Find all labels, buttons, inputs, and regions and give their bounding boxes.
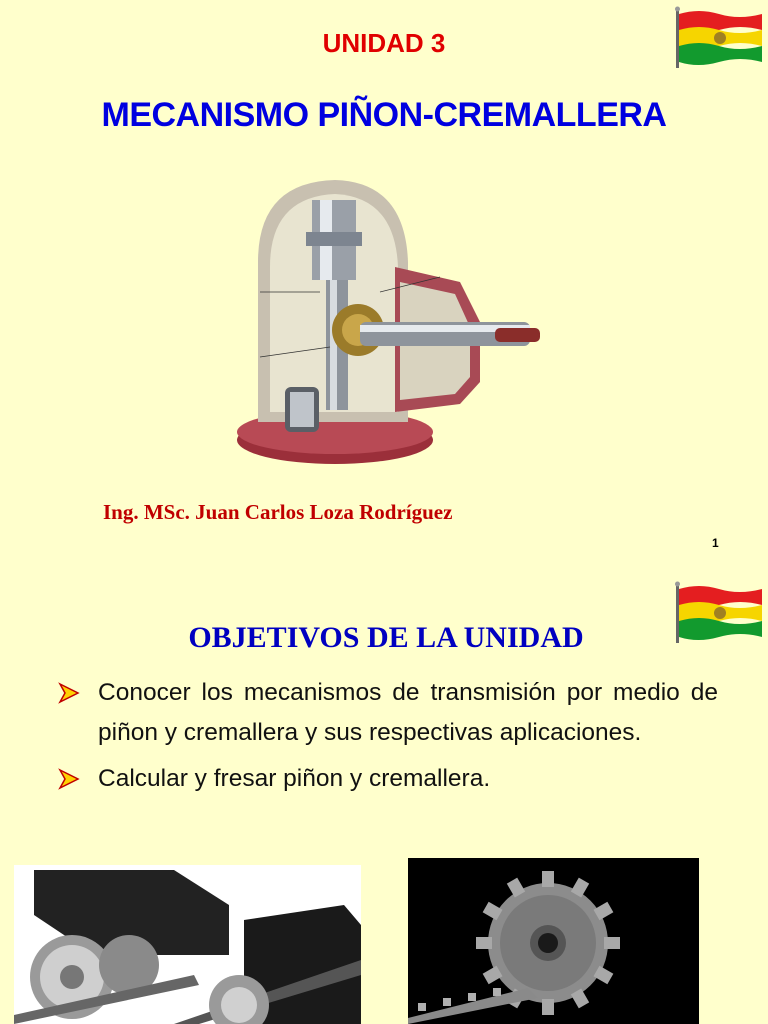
list-item xyxy=(58,759,718,799)
arrow-bullet-icon xyxy=(58,768,80,790)
objectives-heading: OBJETIVOS DE LA UNIDAD xyxy=(188,621,584,654)
list-item-text: Conocer los mecanismos de transmisión por medio de piñon y cremallera y sus respectivas aplicaciones. xyxy=(98,679,718,746)
slide-title: MECANISMO PIÑON-CREMALLERA xyxy=(101,96,667,134)
slide-2 xyxy=(0,575,768,1024)
unit-label: UNIDAD 3 xyxy=(322,28,446,58)
objectives-list xyxy=(58,673,718,799)
author: Ing. MSc. Juan Carlos Loza Rodríguez xyxy=(103,500,453,524)
page-number: 1 xyxy=(712,536,719,550)
gear-and-rack-3d-icon xyxy=(408,858,699,1024)
rack-and-pinion-motors-icon xyxy=(14,865,361,1024)
list-item xyxy=(58,673,718,753)
arrow-bullet-icon xyxy=(58,682,80,704)
list-item-text: Calcular y fresar piñon y cremallera. xyxy=(98,765,491,792)
gearbox-cutaway-icon xyxy=(230,172,545,472)
